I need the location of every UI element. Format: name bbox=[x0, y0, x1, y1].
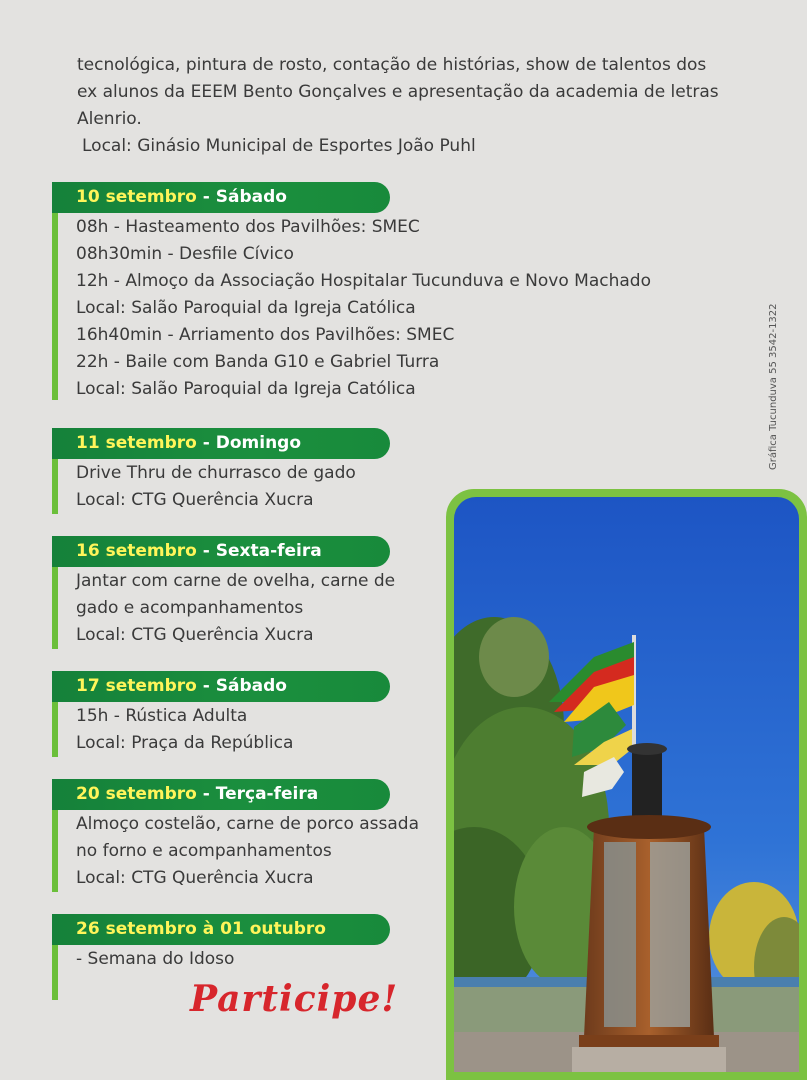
schedule-item: Local: CTG Querência Xucra bbox=[76, 490, 314, 510]
section-header: 11 setembro - Domingo bbox=[52, 428, 390, 459]
section-weekday: Sábado bbox=[215, 187, 287, 207]
section-date: 26 setembro à 01 outubro bbox=[76, 919, 326, 939]
intro-line: tecnológica, pintura de rosto, contação de histórias, show de talentos dos bbox=[77, 55, 707, 75]
section-date: 20 setembro bbox=[76, 784, 197, 804]
section-accent-bar bbox=[52, 182, 58, 400]
schedule-item: Local: Salão Paroquial da Igreja Católica bbox=[76, 298, 416, 318]
schedule-item: 08h - Hasteamento dos Pavilhões: SMEC bbox=[76, 217, 420, 237]
schedule-item: no forno e acompanhamentos bbox=[76, 841, 332, 861]
schedule-item: 16h40min - Arriamento dos Pavilhões: SMEC bbox=[76, 325, 455, 345]
section-header: 17 setembro - Sábado bbox=[52, 671, 390, 702]
section-items bbox=[76, 946, 234, 973]
section-date: 11 setembro bbox=[76, 433, 197, 453]
section-date: 10 setembro bbox=[76, 187, 197, 207]
section-items bbox=[76, 460, 356, 514]
intro-text bbox=[77, 52, 767, 160]
schedule-item: - Semana do Idoso bbox=[76, 949, 235, 969]
section-header: 10 setembro - Sábado bbox=[52, 182, 390, 213]
schedule-item: 22h - Baile com Banda G10 e Gabriel Turra bbox=[76, 352, 440, 372]
section-items bbox=[76, 703, 293, 757]
schedule-item: gado e acompanhamentos bbox=[76, 598, 304, 618]
section-items bbox=[76, 568, 395, 649]
schedule-item: Local: Praça da República bbox=[76, 733, 294, 753]
section-date: 16 setembro bbox=[76, 541, 197, 561]
printer-credit bbox=[768, 300, 782, 470]
schedule-item: 08h30min - Desfile Cívico bbox=[76, 244, 294, 264]
section-header: 20 setembro - Terça-feira bbox=[52, 779, 390, 810]
schedule-item: Drive Thru de churrasco de gado bbox=[76, 463, 356, 483]
intro-line: Alenrio. bbox=[77, 109, 142, 129]
schedule-item: Jantar com carne de ovelha, carne de bbox=[76, 571, 396, 591]
section-header: 16 setembro - Sexta-feira bbox=[52, 536, 390, 567]
section-header bbox=[52, 914, 390, 945]
participe-slogan: Participe! bbox=[190, 978, 399, 1020]
section-items bbox=[76, 811, 419, 892]
section-weekday: Terça-feira bbox=[215, 784, 319, 804]
section-weekday: Domingo bbox=[215, 433, 302, 453]
schedule-item: Local: CTG Querência Xucra bbox=[76, 625, 314, 645]
printer-credit-text: Gráfica Tucunduva 55 3542-1322 bbox=[768, 303, 779, 470]
monument-photo bbox=[454, 497, 799, 1072]
chimarrao-monument bbox=[572, 815, 726, 1072]
chimney bbox=[632, 752, 662, 822]
intro-line: ex alunos da EEEM Bento Gonçalves e apresentação da academia de letras bbox=[77, 82, 719, 102]
schedule-item: Local: Salão Paroquial da Igreja Católica bbox=[76, 379, 416, 399]
schedule-item: 12h - Almoço da Associação Hospitalar Tucunduva e Novo Machado bbox=[76, 271, 651, 291]
schedule-item: Local: CTG Querência Xucra bbox=[76, 868, 314, 888]
section-items bbox=[76, 214, 651, 403]
section-weekday: Sábado bbox=[215, 676, 287, 696]
section-date: 17 setembro bbox=[76, 676, 197, 696]
intro-location: Local: Ginásio Municipal de Esportes João Puhl bbox=[82, 136, 476, 156]
schedule-item: 15h - Rústica Adulta bbox=[76, 706, 248, 726]
section-weekday: Sexta-feira bbox=[215, 541, 322, 561]
schedule-item: Almoço costelão, carne de porco assada bbox=[76, 814, 420, 834]
monument-photo-illustration bbox=[454, 497, 799, 1072]
